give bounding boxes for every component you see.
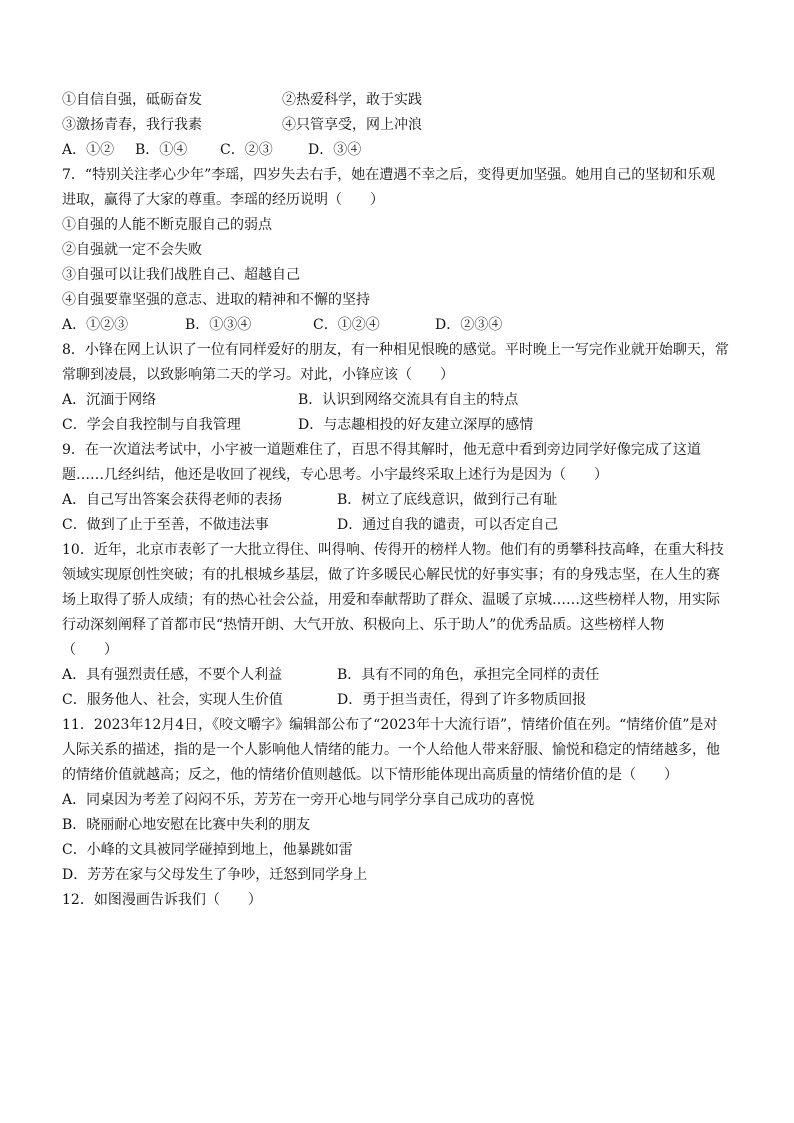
q11-choice-b: B．晓丽耐心地安慰在比赛中失利的朋友 — [62, 817, 311, 833]
q7-choice-b: B．①③④ — [185, 317, 252, 333]
q10-stem-line-4: 行动深刻阐释了首都市民“热情开朗、大气开放、积极向上、乐于助人”的优秀品质。这些榜样人物 — [62, 617, 665, 633]
q7-stem-line-1: 7．“特别关注孝心少年”李瑶，四岁失去右手，她在遭遇不幸之后，变得更加坚强。她用自己的坚韧和乐观 — [62, 167, 716, 183]
q8-stem-line-2: 常聊到凌晨，以致影响第二天的学习。对此，小锋应该（ ） — [62, 367, 454, 383]
q7-statement-4: ④自强要靠坚强的意志、进取的精神和不懈的坚持 — [62, 292, 370, 308]
q11-choice-c: C．小峰的文具被同学碰掉到地上，他暴跳如雷 — [62, 842, 353, 858]
q10-choice-c: C．服务他人、社会，实现人生价值 — [62, 692, 283, 708]
q11-choice-a: A．同桌因为考差了闷闷不乐，芳芳在一旁开心地与同学分享自己成功的喜悦 — [62, 792, 535, 808]
q10-stem-line-3: 场上取得了骄人成绩；有的热心社会公益，用爱和奉献帮助了群众、温暖了京城……这些榜样人物，用实际 — [62, 592, 720, 608]
q6-option-row-1 — [62, 88, 742, 113]
q12-stem-line-1: 12．如图漫画告诉我们（ ） — [62, 892, 262, 908]
q7-choice-d: D．②③④ — [435, 317, 503, 333]
q6-option-1: ①自信自强，砥砺奋发 — [62, 92, 202, 108]
q11-choice-d: D．芳芳在家与父母发生了争吵，迁怒到同学身上 — [62, 867, 368, 883]
q7-stem-line-2: 进取，赢得了大家的尊重。李瑶的经历说明（ ） — [62, 192, 384, 208]
q8-choice-row-1 — [62, 388, 742, 413]
q9-choice-row-2 — [62, 513, 742, 538]
q6-option-2: ②热爱科学，敢于实践 — [282, 92, 422, 108]
q10-choice-d: D．勇于担当责任，得到了许多物质回报 — [337, 692, 587, 708]
q8-choice-a: A．沉湎于网络 — [62, 392, 157, 408]
q8-choice-d: D．与志趣相投的好友建立深厚的感情 — [298, 417, 534, 433]
q6-choice-b: B．①④ — [135, 142, 188, 158]
q10-stem-line-1: 10．近年，北京市表彰了一大批立得住、叫得响、传得开的榜样人物。他们有的勇攀科技高峰，在重大科技 — [62, 542, 724, 558]
q7-choice-a: A．①②③ — [62, 317, 129, 333]
q10-choice-b: B．具有不同的角色，承担完全同样的责任 — [337, 667, 600, 683]
q9-choice-a: A．自己写出答案会获得老师的表扬 — [62, 492, 283, 508]
q10-stem-line-2: 领域实现原创性突破；有的扎根城乡基层，做了许多暖民心解民忧的好事实事；有的身残志坚，在人生的赛 — [62, 567, 720, 583]
q6-choice-d: D．③④ — [308, 142, 362, 158]
q10-choice-a: A．具有强烈责任感，不要个人利益 — [62, 667, 283, 683]
q8-choice-c: C．学会自我控制与自我管理 — [62, 417, 241, 433]
q6-option-row-2 — [62, 113, 742, 138]
q7-statement-2: ②自强就一定不会失败 — [62, 242, 202, 258]
q7-statement-3: ③自强可以让我们战胜自己、超越自己 — [62, 267, 300, 283]
q9-stem-line-1: 9．在一次道法考试中，小宇被一道题难住了，百思不得其解时，他无意中看到旁边同学好像完成了这道 — [62, 442, 701, 458]
q10-stem-line-5: （ ） — [62, 642, 118, 658]
q11-stem-line-2: 人际关系的描述，指的是一个人影响他人情绪的能力。一个人给他人带来舒服、愉悦和稳定的情绪越多，他 — [62, 742, 720, 758]
q9-choice-d: D．通过自我的谴责，可以否定自己 — [337, 517, 559, 533]
q10-choice-row-2 — [62, 688, 742, 713]
q9-choice-b: B．树立了底线意识，做到行己有耻 — [337, 492, 558, 508]
q6-choice-c: C．②③ — [220, 142, 273, 158]
q6-option-3: ③激扬青春，我行我素 — [62, 117, 202, 133]
q7-choices — [62, 313, 742, 338]
q8-stem-line-1: 8．小锋在网上认识了一位有同样爱好的朋友，有一种相见恨晚的感觉。平时晚上一写完作业就开始聊天，常 — [62, 342, 729, 358]
q11-stem-line-1: 11．2023年12月4日，《咬文嚼字》编辑部公布了“2023年十大流行语”，情绪价值在列。“情绪价值”是对 — [62, 717, 718, 733]
q9-choice-row-1 — [62, 488, 742, 513]
q10-choice-row-1 — [62, 663, 742, 688]
q8-choice-row-2 — [62, 413, 742, 438]
q7-choice-c: C．①②④ — [313, 317, 380, 333]
q9-stem-line-2: 题……几经纠结，他还是收回了视线，专心思考。小宇最终采取上述行为是因为（ ） — [62, 467, 608, 483]
q6-choices — [62, 138, 742, 163]
q7-statement-1: ①自强的人能不断克服自己的弱点 — [62, 217, 272, 233]
q6-option-4: ④只管享受，网上冲浪 — [282, 117, 422, 133]
q6-choice-a: A．①② — [62, 142, 115, 158]
q11-stem-line-3: 的情绪价值就越高；反之，他的情绪价值则越低。以下情形能体现出高质量的情绪价值的是（ ） — [62, 767, 678, 783]
exam-page — [62, 88, 742, 913]
q8-choice-b: B．认识到网络交流具有自主的特点 — [298, 392, 519, 408]
q9-choice-c: C．做到了止于至善，不做违法事 — [62, 517, 269, 533]
